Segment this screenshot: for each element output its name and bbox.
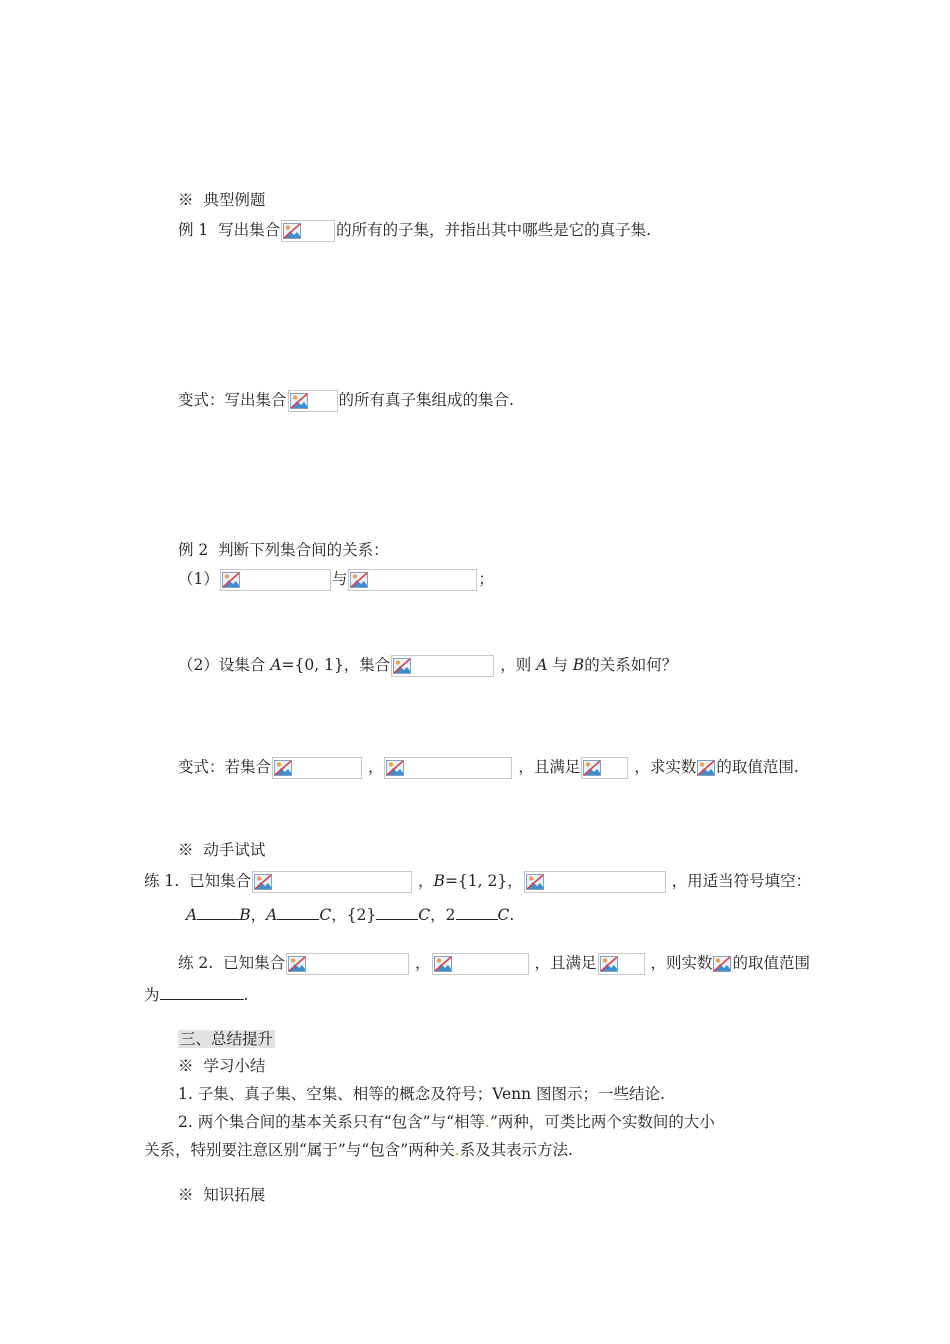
formula-image-placeholder <box>581 757 628 779</box>
reference-mark: ※ <box>178 841 194 859</box>
formula-image-placeholder <box>391 655 494 677</box>
formula-image-placeholder <box>432 953 529 975</box>
broken-image-icon <box>393 658 411 674</box>
formula-image-placeholder <box>348 569 477 591</box>
answer-blank[interactable] <box>277 903 319 920</box>
broken-image-icon <box>274 760 292 776</box>
formula-image-placeholder <box>384 757 512 779</box>
variant-1: 变式：写出集合 的所有真子集组成的集合. <box>178 388 514 412</box>
reference-mark: ※ <box>178 1057 194 1075</box>
summary-point-2-cont: 关系，特别要注意区别“属于”与“包含”两种关.系及其表示方法. <box>144 1141 574 1159</box>
section-title: 三、总结提升 <box>180 1030 274 1048</box>
reference-mark: ※ <box>178 191 194 209</box>
broken-image-icon <box>386 760 404 776</box>
example-2-part-2: （2）设集合 A={0, 1}，集合 ，则 A 与 B的关系如何？ <box>178 653 677 677</box>
formula-image-placeholder <box>288 390 338 412</box>
answer-blank[interactable] <box>197 903 239 920</box>
practice-2: 练 2. 已知集合 ， ，且满足 ，则实数 的取值范围 <box>178 951 810 975</box>
example-2-part-1: （1） 与 ； <box>178 567 494 591</box>
formula-image-placeholder <box>524 871 666 893</box>
formula-image-placeholder <box>281 220 335 242</box>
example-2: 例 2 判断下列集合间的关系： <box>178 541 389 559</box>
practice-label: 练 1. <box>144 872 180 890</box>
broken-image-icon <box>254 874 272 890</box>
example-label: 例 1 <box>178 221 209 239</box>
broken-image-icon <box>350 572 368 588</box>
reference-mark: ※ <box>178 1186 194 1204</box>
formula-image-placeholder <box>252 871 412 893</box>
practice-label: 练 2. <box>178 954 214 972</box>
section-heading-practice <box>178 838 265 862</box>
broken-image-icon <box>526 874 544 890</box>
section-heading-examples <box>178 188 265 212</box>
broken-image-icon <box>713 956 731 972</box>
practice-2-cont: 为 . <box>144 983 248 1007</box>
summary-point-2: 2. 两个集合间的基本关系只有“包含”与“相等.”两种，可类比两个实数间的大小 <box>178 1113 715 1131</box>
broken-image-icon <box>434 956 452 972</box>
broken-image-icon <box>600 956 618 972</box>
formula-image-placeholder <box>220 569 331 591</box>
example-1: 例 1 写出集合 的所有的子集，并指出其中哪些是它的真子集. <box>178 218 651 242</box>
section-title: 学习小结 <box>203 1057 266 1075</box>
answer-blank[interactable] <box>456 903 498 920</box>
summary-point-1: 1. 子集、真子集、空集、相等的概念及符号；Venn 图图示；一些结论. <box>178 1085 665 1103</box>
formula-image-placeholder <box>272 757 362 779</box>
section-heading-summary <box>178 1027 275 1051</box>
broken-image-icon <box>583 760 601 776</box>
broken-image-icon <box>288 956 306 972</box>
section-heading-extension <box>178 1183 265 1207</box>
practice-1: 练 1. 已知集合 ，B={1, 2}， ，用适当符号填空： <box>144 869 811 893</box>
answer-blank[interactable] <box>160 983 244 1000</box>
practice-1-fill: A B，A C，{2} C，2 C. <box>186 903 514 927</box>
broken-image-icon <box>222 572 240 588</box>
section-title: 典型例题 <box>203 191 266 209</box>
variant-2: 变式：若集合 ， ，且满足 ，求实数 的取值范围. <box>178 755 799 779</box>
example-label: 例 2 <box>178 541 209 559</box>
section-title: 知识拓展 <box>203 1186 266 1204</box>
answer-blank[interactable] <box>376 903 418 920</box>
formula-image-placeholder <box>286 953 409 975</box>
formula-image-placeholder <box>598 953 645 975</box>
section-title: 动手试试 <box>203 841 266 859</box>
broken-image-icon <box>697 760 715 776</box>
broken-image-icon <box>283 223 301 239</box>
section-heading-study-summary <box>178 1054 265 1078</box>
broken-image-icon <box>290 393 308 409</box>
